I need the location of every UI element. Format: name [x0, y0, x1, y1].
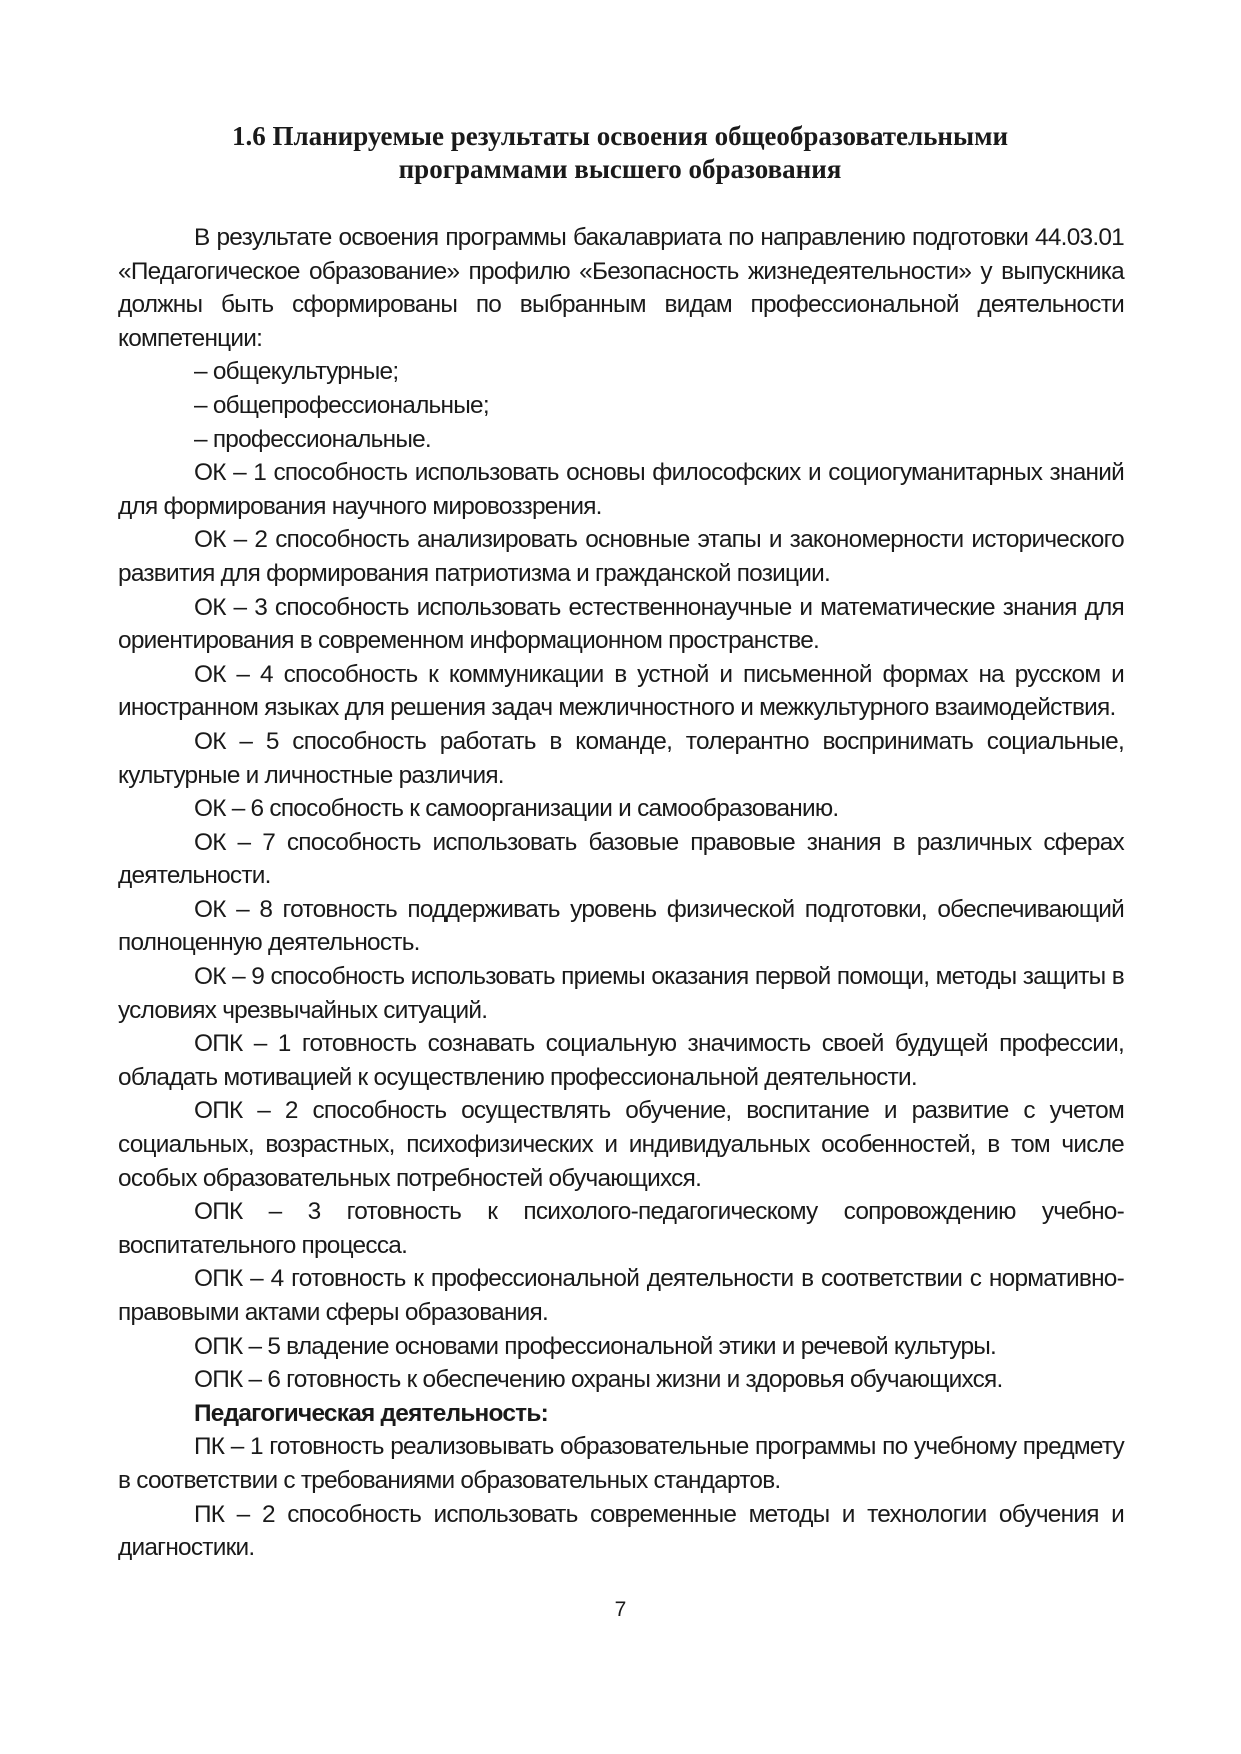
competence-type-item: – общепрофессиональные;	[194, 391, 489, 419]
section-label-pedagogical: Педагогическая деятельность:	[194, 1399, 548, 1427]
intro-paragraph: В результате освоения программы бакалавриата по направлению подготовки 44.03.01 «Педагогическое образование» профилю «Безопасность жизнедеятельности» у выпускника должны быть сформированы по выбранным видам профессиональной деятельности компетенции:	[118, 224, 1124, 352]
ok-4-paragraph: ОК – 4 способность к коммуникации в устной и письменной формах на русском и иностранном языках для решения задач межличностного и межкультурного взаимодействия.	[118, 660, 1124, 722]
opk-4-paragraph: ОПК – 4 готовность к профессиональной деятельности в соответствии с нормативно-правовыми актами сферы образования.	[118, 1265, 1124, 1326]
ok-7-paragraph: ОК – 7 способность использовать базовые правовые знания в различных сферах деятельности.	[118, 828, 1124, 890]
ok-8-paragraph: ОК – 8 готовность поддерживать уровень физической подготовки, обеспечивающий полноценную деятельность.	[118, 895, 1124, 957]
competence-type-item: – профессиональные.	[194, 425, 431, 453]
heading-line-1: 1.6 Планируемые результаты освоения общеобразовательными	[231, 121, 1009, 151]
ok-9-paragraph: ОК – 9 способность использовать приемы оказания первой помощи, методы защиты в условиях чрезвычайных ситуаций.	[118, 963, 1124, 1024]
competence-type-item: – общекультурные;	[194, 358, 399, 386]
body-text	[118, 221, 1124, 1565]
opk-6-paragraph: ОПК – 6 готовность к обеспечению охраны жизни и здоровья обучающихся.	[194, 1366, 1003, 1394]
ok-2-paragraph: ОК – 2 способность анализировать основные этапы и закономерности исторического развития для формирования патриотизма и гражданской позиции.	[118, 526, 1124, 587]
page-number: 7	[614, 1598, 627, 1621]
pk-1-paragraph: ПК – 1 готовность реализовывать образовательные программы по учебному предмету в соответствии с требованиями образовательных стандартов.	[118, 1433, 1124, 1494]
ok-1-paragraph: ОК – 1 способность использовать основы философских и социогуманитарных знаний для формирования научного мировоззрения.	[118, 459, 1124, 520]
pk-2-paragraph: ПК – 2 способность использовать современные методы и технологии обучения и диагностики.	[118, 1500, 1124, 1562]
opk-5-paragraph: ОПК – 5 владение основами профессиональной этики и речевой культуры.	[194, 1332, 997, 1360]
ok-6-paragraph: ОК – 6 способность к самоорганизации и самообразованию.	[194, 795, 839, 823]
section-heading	[150, 120, 1090, 186]
opk-1-paragraph: ОПК – 1 готовность сознавать социальную значимость своей будущей профессии, обладать мотивацией к осуществлению профессиональной деятельности.	[118, 1030, 1124, 1091]
ok-5-paragraph: ОК – 5 способность работать в команде, толерантно воспринимать социальные, культурные и личностные различия.	[118, 727, 1124, 789]
opk-2-paragraph: ОПК – 2 способность осуществлять обучение, воспитание и развитие с учетом социальных, возрастных, психофизических и индивидуальных особенностей, в том числе особых образовательных потребностей обучающихся.	[118, 1097, 1124, 1192]
opk-3-paragraph: ОПК – 3 готовность к психолого-педагогическому сопровождению учебно-воспитательного процесса.	[118, 1198, 1124, 1259]
heading-line-2: программами высшего образования	[398, 154, 842, 184]
ok-3-paragraph: ОК – 3 способность использовать естественнонаучные и математические знания для ориентирования в современном информационном пространстве.	[118, 593, 1124, 655]
